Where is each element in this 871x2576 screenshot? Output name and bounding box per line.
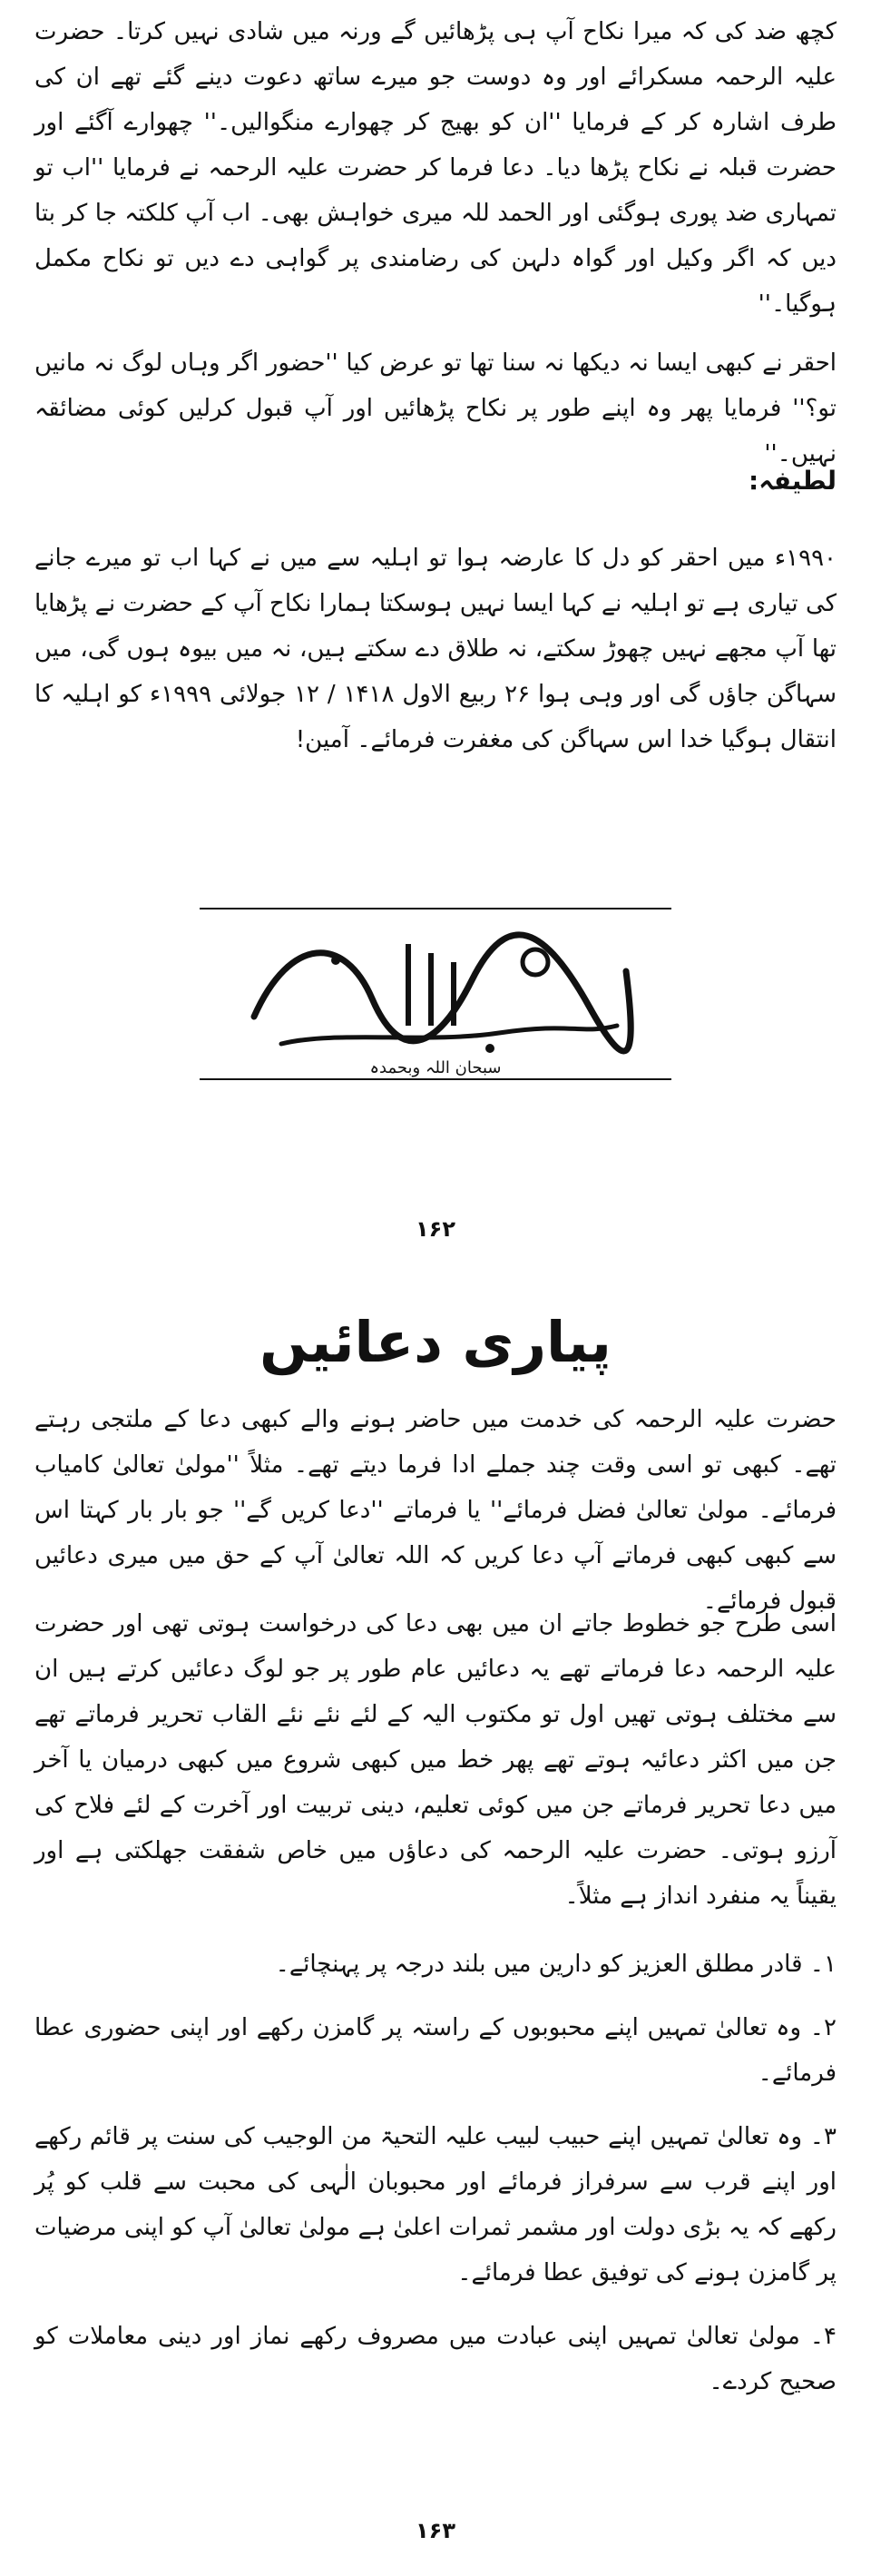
calligraphy-graphic xyxy=(200,908,671,1080)
calligraphy-ornament xyxy=(0,908,871,1080)
ahqar-question-paragraph: احقر نے کبھی ایسا نہ دیکھا نہ سنا تھا تو عرض کیا ''حضور اگر وہاں لوگ نہ مانیں تو؟'' فرمایا پھر وہ اپنے طور پر نکاح پڑھائیں اور آپ قبول کرلیں کوئی مضائقہ نہیں۔'' xyxy=(34,349,837,467)
dua-item: ۲۔ وہ تعالیٰ تمہیں اپنے محبوبوں کے راستہ پر گامزن رکھے اور اپنی حضوری عطا فرمائے۔ xyxy=(34,2014,837,2087)
latifa-heading: لطیفہ: xyxy=(749,466,837,496)
intro-paragraph: حضرت علیہ الرحمہ کی خدمت میں حاضر ہونے والے کبھی دعا کے ملتجی رہتے تھے۔ کبھی تو اسی وقت چند جملے ادا فرما دیتے تھے۔ مثلاً ''مولیٰ تعالیٰ کامیاب فرمائے۔ مولیٰ تعالیٰ فضل فرمائے'' یا فرماتے ''دعا کریں گے'' جو بار بار کہتا اس سے کبھی کبھی فرماتے آپ دعا کریں کہ اللہ تعالیٰ آپ کے حق میں میری دعائیں قبول فرمائے۔ xyxy=(34,1406,837,1615)
section-title: پیاری دعائیں xyxy=(259,1309,612,1375)
duas-list xyxy=(34,1942,837,2404)
dua-item: ۴۔ مولیٰ تعالیٰ تمہیں اپنی عبادت میں مصروف رکھے نماز اور دینی معاملات کو صحیح کردے۔ xyxy=(34,2323,837,2395)
dua-item: ۳۔ وہ تعالیٰ تمہیں اپنے حبیب لبیب علیہ التحیۃ من الوجیب کی سنت پر قائم رکھے اور اپنے قرب سے سرفراز فرمائے اور محبوبان الٰہی کی محبت سے قلب کو پُر رکھے کہ یہ بڑی دولت اور مشمر ثمرات اعلیٰ ہے مولیٰ تعالیٰ آپ کو اپنی مرضیات پر گامزن ہونے کی توفیق عطا فرمائے۔ xyxy=(34,2123,837,2286)
page-number-163: ۱۶۳ xyxy=(416,2518,455,2543)
page-163-content xyxy=(34,1288,837,2576)
calligraphy-caption: سبحان اللہ وبحمدہ xyxy=(369,1058,502,1077)
nikah-story-paragraph: کچھ ضد کی کہ میرا نکاح آپ ہی پڑھائیں گے ورنہ میں شادی نہیں کرتا۔ حضرت علیہ الرحمہ مسکرائے اور وہ دوست جو میرے ساتھ دعوت دینے گئے تھے ان کی طرف اشارہ کر کے فرمایا ''ان کو بھیج کر چھوارے منگوالیں۔'' چھوارے آگئے اور حضرت قبلہ نے نکاح پڑھا دیا۔ دعا فرما کر حضرت علیہ الرحمہ نے فرمایا ''اب تو تمہاری ضد پوری ہوگئی اور الحمد للہ میری خواہش بھی۔ اب آپ کلکتہ جا کر بتا دیں کہ اگر وکیل اور گواہ دلہن کی رضامندی پر گواہی دے دیں تو نکاح مکمل ہوگیا۔'' xyxy=(34,18,837,318)
dua-item: ۱۔ قادر مطلق العزیز کو دارین میں بلند درجہ پر پہنچائے۔ xyxy=(275,1951,837,1978)
page-number-162: ۱۶۲ xyxy=(416,1216,455,1242)
page-163 xyxy=(0,1288,871,2576)
latifa-paragraph: ۱۹۹۰ء میں احقر کو دل کا عارضہ ہوا تو اہلیہ سے میں نے کہا اب تو میرے جانے کی تیاری ہے تو اہلیہ نے کہا ایسا نہیں ہوسکتا ہمارا نکاح آپ کے حضرت نے پڑھایا تھا آپ مجھے نہیں چھوڑ سکتے، نہ طلاق دے سکتے ہیں، نہ میں بیوہ ہوں گی، میں سہاگن جاؤں گی اور وہی ہوا ۲۶ ربیع الاول ۱۴۱۸ / ۱۲ جولائی ۱۹۹۹ء کو اہلیہ کا انتقال ہوگیا خدا اس سہاگن کی مغفرت فرمائے۔ آمین! xyxy=(34,545,837,753)
letters-paragraph: اسی طرح جو خطوط جاتے ان میں بھی دعا کی درخواست ہوتی تھی اور حضرت علیہ الرحمہ دعا فرماتے تھے یہ دعائیں عام طور پر جو لوگ دعائیں کرتے ہیں ان سے مختلف ہوتی تھیں اول تو مکتوب الیہ کے لئے نئے نئے القاب تحریر فرماتے تھے جن میں اکثر دعائیہ ہوتے تھے پھر خط میں کبھی شروع میں کبھی درمیان یا آخر میں دعا تحریر فرماتے جن میں کوئی تعلیم، دینی تربیت اور آخرت کے لئے فلاح کی آرزو ہوتی۔ حضرت علیہ الرحمہ کی دعاؤں میں خاص شفقت جھلکتی ہے اور یقیناً یہ منفرد انداز ہے مثلاً۔ xyxy=(34,1610,837,1910)
page-162-content xyxy=(34,0,837,1288)
